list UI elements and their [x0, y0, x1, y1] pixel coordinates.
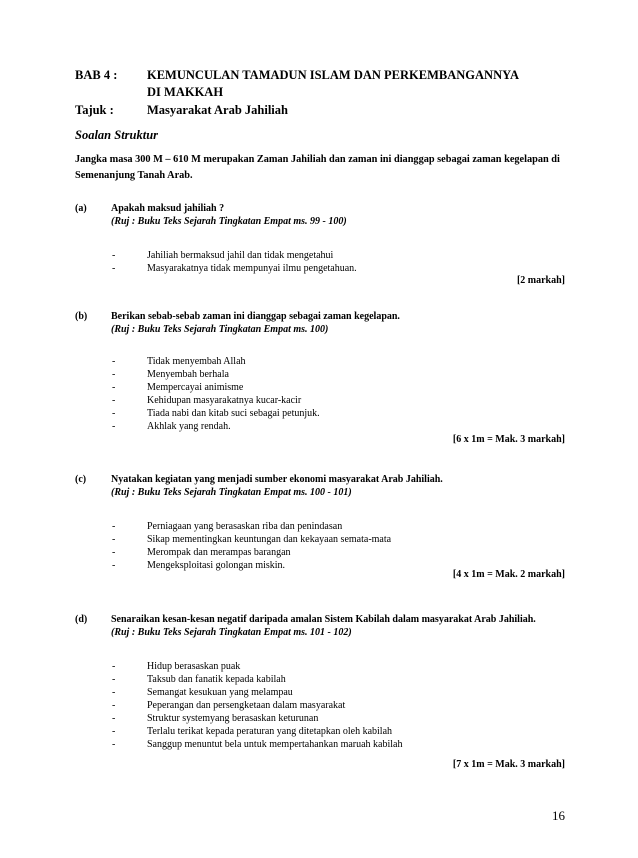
question-a-marks: [2 markah]: [516, 275, 565, 286]
answer-item: Masyarakatnya tidak mempunyai ilmu pengetahuan.: [147, 263, 357, 274]
answer-bullet: -: [112, 250, 116, 261]
answer-item: Mengeksploitasi golongan miskin.: [147, 560, 286, 571]
answer-item: Hidup berasaskan puak: [147, 661, 241, 672]
answer-bullet: -: [112, 356, 116, 367]
question-b-marks: [6 x 1m = Mak. 3 markah]: [452, 434, 565, 445]
answer-item: Tidak menyembah Allah: [147, 356, 246, 367]
answer-item: Sanggup menuntut bela untuk mempertahankan maruah kabilah: [147, 739, 403, 750]
answer-bullet: -: [112, 421, 116, 432]
answer-bullet: -: [112, 713, 116, 724]
question-a-label: (a): [75, 203, 87, 214]
question-b-reference: (Ruj : Buku Teks Sejarah Tingkatan Empat ms. 100): [111, 324, 329, 335]
question-a-text: Apakah maksud jahiliah ?: [111, 203, 225, 214]
chapter-title-line2: DI MAKKAH: [147, 85, 224, 99]
question-c-marks: [4 x 1m = Mak. 2 markah]: [452, 569, 565, 580]
question-d-marks: [7 x 1m = Mak. 3 markah]: [452, 759, 565, 770]
chapter-label: BAB 4 :: [75, 68, 118, 82]
answer-item: Peperangan dan persengketaan dalam masyarakat: [147, 700, 346, 711]
answer-item: Akhlak yang rendah.: [147, 421, 231, 432]
answer-item: Terlalu terikat kepada peraturan yang ditetapkan oleh kabilah: [147, 726, 393, 737]
answer-bullet: -: [112, 369, 116, 380]
answer-item: Menyembah berhala: [147, 369, 229, 380]
answer-bullet: -: [112, 674, 116, 685]
section-title: Soalan Struktur: [75, 128, 159, 142]
answer-item: Semangat kesukuan yang melampau: [147, 687, 293, 698]
question-d-text: Senaraikan kesan-kesan negatif daripada amalan Sistem Kabilah dalam masyarakat Arab Jahiliah.: [111, 614, 536, 625]
question-c-text: Nyatakan kegiatan yang menjadi sumber ekonomi masyarakat Arab Jahiliah.: [111, 474, 443, 485]
question-b-text: Berikan sebab-sebab zaman ini dianggap sebagai zaman kegelapan.: [111, 311, 400, 322]
answer-bullet: -: [112, 534, 116, 545]
answer-item: Jahiliah bermaksud jahil dan tidak mengetahui: [147, 250, 334, 261]
answer-bullet: -: [112, 263, 116, 274]
topic-label: Tajuk :: [75, 103, 114, 117]
answer-item: Kehidupan masyarakatnya kucar-kacir: [147, 395, 302, 406]
answer-bullet: -: [112, 547, 116, 558]
question-d-reference: (Ruj : Buku Teks Sejarah Tingkatan Empat ms. 101 - 102): [111, 627, 352, 638]
question-c-reference: (Ruj : Buku Teks Sejarah Tingkatan Empat ms. 100 - 101): [111, 487, 352, 498]
answer-bullet: -: [112, 739, 116, 750]
topic-value: Masyarakat Arab Jahiliah: [147, 103, 288, 117]
intro-paragraph: Jangka masa 300 M – 610 M merupakan Zaman Jahiliah dan zaman ini dianggap sebagai zaman kegelapan di Semenanjung Tanah Arab.: [75, 154, 560, 181]
answer-item: Mempercayai animisme: [147, 382, 244, 393]
answer-bullet: -: [112, 687, 116, 698]
page-number: 16: [552, 808, 565, 823]
answer-bullet: -: [112, 560, 116, 571]
answer-bullet: -: [112, 700, 116, 711]
answer-bullet: -: [112, 521, 116, 532]
answer-item: Sikap mementingkan keuntungan dan kekayaan semata-mata: [147, 534, 392, 545]
question-c-label: (c): [75, 474, 87, 485]
answer-item: Perniagaan yang berasaskan riba dan penindasan: [147, 521, 343, 532]
answer-item: Struktur systemyang berasaskan keturunan: [147, 713, 319, 724]
answer-bullet: -: [112, 382, 116, 393]
answer-bullet: -: [112, 726, 116, 737]
answer-item: Tiada nabi dan kitab suci sebagai petunjuk.: [147, 408, 320, 419]
question-d-label: (d): [75, 614, 88, 625]
answer-bullet: -: [112, 395, 116, 406]
answer-item: Merompak dan merampas barangan: [147, 547, 291, 558]
question-a-reference: (Ruj : Buku Teks Sejarah Tingkatan Empat ms. 99 - 100): [111, 216, 347, 227]
answer-bullet: -: [112, 408, 116, 419]
question-b-label: (b): [75, 311, 88, 322]
answer-item: Taksub dan fanatik kepada kabilah: [147, 674, 286, 685]
answer-bullet: -: [112, 661, 116, 672]
chapter-title-line1: KEMUNCULAN TAMADUN ISLAM DAN PERKEMBANGANNYA: [147, 68, 519, 82]
